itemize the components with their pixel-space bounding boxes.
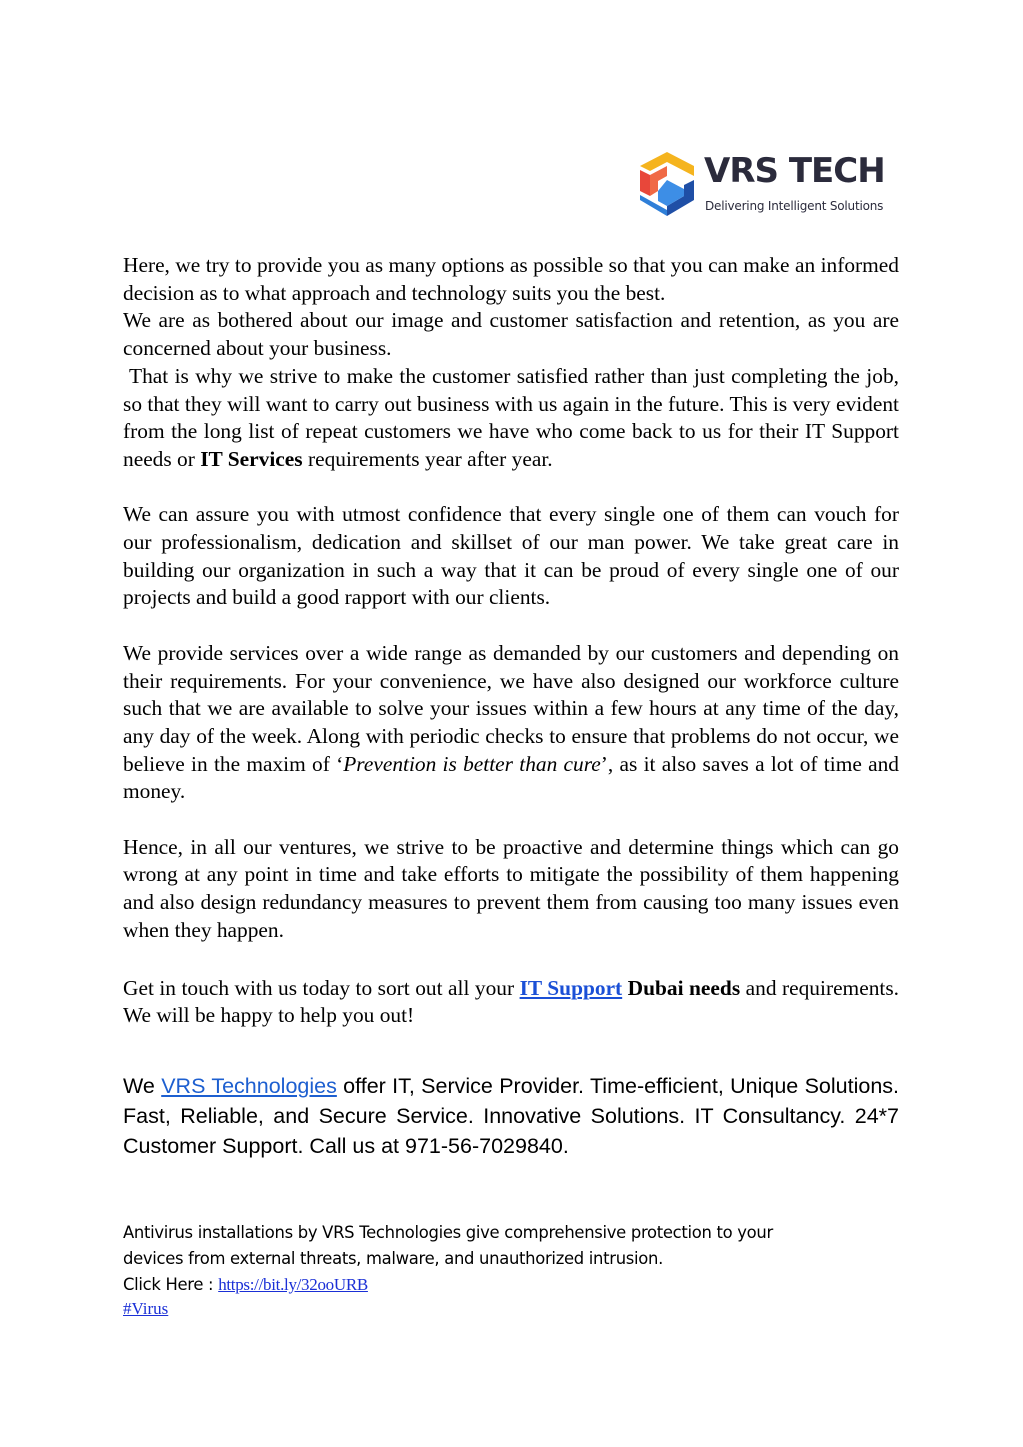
promo-prefix: We: [123, 1074, 162, 1098]
spacer: [123, 945, 899, 975]
virus-hashtag-link[interactable]: #Virus: [123, 1299, 169, 1318]
intro-line-3: That is why we strive to make the customer satisfied rather than just completing the job, so that they will want to carry out business with us again in the future. This is very evident from the long list of repeat customers we have who come back to us for their IT Support needs or: [123, 363, 899, 471]
intro-line-2: We are as bothered about our image and customer satisfaction and retention, as you are concerned about your business.: [123, 308, 899, 361]
services-text: We provide services over a wide range as demanded by our customers and depending on their requirements. For your convenience, we have also designed our workforce culture such that we are available to solve your issues within a few hours at any time of the day, any day of the week. Along with periodic checks to ensure that problems do not occur, we believe in the maxim of ‘: [123, 640, 899, 776]
services-text-end: ’, as it also saves a lot of time and money.: [123, 751, 899, 804]
main-content: [123, 252, 899, 1030]
paragraph-intro: [123, 252, 899, 474]
promo-text: offer IT, Service Provider. Time-efficient, Unique Solutions. Fast, Reliable, and Secure Service. Innovative Solutions. IT Consultancy. 24*7 Customer Support. Call us at 971-56-7029840.: [123, 1074, 899, 1158]
spacer: [123, 474, 899, 502]
company-logo: [636, 150, 896, 222]
antivirus-line-1: Antivirus installations by VRS Technologies give comprehensive protection to your: [123, 1223, 773, 1242]
paragraph-contact: [123, 975, 899, 1030]
paragraph-proactive: Hence, in all our ventures, we strive to be proactive and determine things which can go wrong at any point in time and take efforts to mitigate the possibility of them happening and also design redundancy measures to prevent them from causing too many issues even when they happen.: [123, 834, 899, 942]
contact-text: Get in touch with us today to sort out all your: [123, 975, 520, 1000]
intro-line-3-end: requirements year after year.: [302, 446, 553, 471]
it-services-bold: IT Services: [200, 446, 303, 471]
contact-text-end: and requirements. We will be happy to help you out!: [123, 975, 900, 1028]
click-here-line: [123, 1272, 899, 1297]
antivirus-line-2: devices from external threats, malware, and unauthorized intrusion.: [123, 1249, 664, 1268]
footer-section: [123, 1220, 899, 1321]
vrs-technologies-link[interactable]: VRS Technologies: [161, 1074, 337, 1098]
click-here-label: Click Here :: [123, 1275, 219, 1294]
vrs-logo-icon: [636, 150, 698, 218]
dubai-needs-bold: Dubai needs: [622, 975, 741, 1000]
maxim-italic: Prevention is better than cure: [343, 751, 601, 776]
promo-paragraph: [123, 1071, 899, 1161]
paragraph-assurance: We can assure you with utmost confidence that every single one of them can vouch for our professionalism, dedication and skillset of our man power. We take great care in building our organization in such a way that it can be proud of every single one of our projects and build a good rapport with our clients.: [123, 502, 899, 610]
paragraph-services: [123, 640, 899, 806]
it-support-link[interactable]: IT Support: [519, 975, 623, 1000]
spacer: [123, 806, 899, 834]
logo-wordmark: VRS TECH: [704, 151, 885, 191]
short-url-link[interactable]: https://bit.ly/32ooURB: [218, 1275, 368, 1294]
spacer: [123, 612, 899, 640]
intro-line-1: Here, we try to provide you as many options as possible so that you can make an informed decision as to what approach and technology suits you the best.: [123, 253, 899, 305]
logo-tagline: Delivering Intelligent Solutions: [705, 199, 884, 213]
